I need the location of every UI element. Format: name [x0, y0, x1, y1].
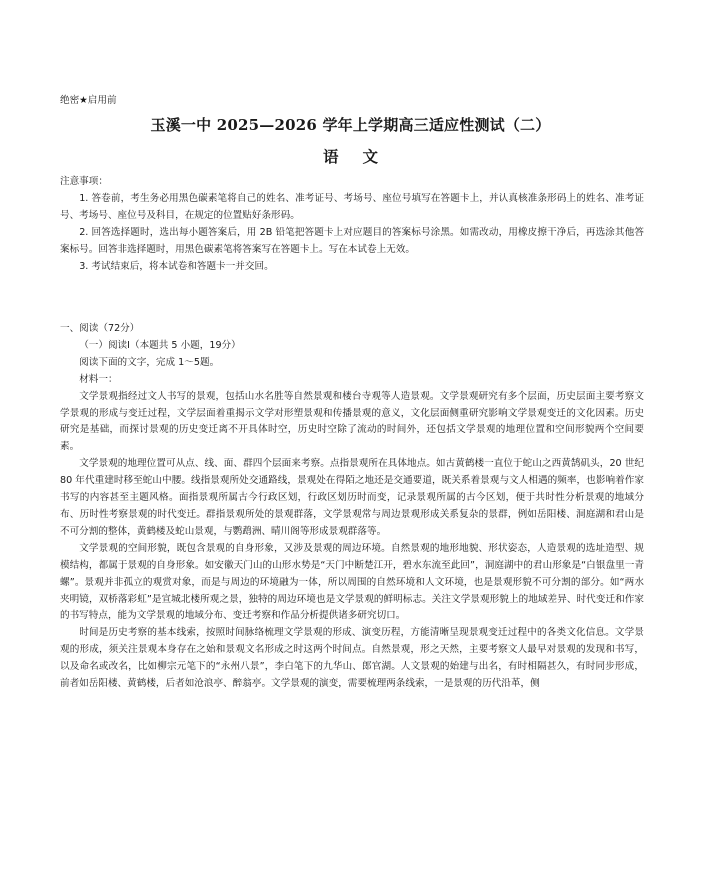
exam-title: 玉溪一中 2025—2026 学年上学期高三适应性测试（二） — [150, 116, 551, 134]
sub-section-heading: （一）阅读Ⅰ（本题共 5 小题，19分） — [79, 339, 241, 351]
notice-item: 3. 考试结束后，将本试卷和答题卡一并交回。 — [79, 260, 274, 272]
notice-heading: 注意事项： — [60, 176, 108, 187]
article-paragraph: 时间是历史考察的基本线索，按照时间脉络梳理文学景观的形成、演变历程，方能清晰呈现景观变迁过程中的各类文化信息。文学景观的形成，须关注景观本身存在之始和景观文名形成之时这两个时间点。自然景观，形之天然，主要考察文人最早对景观的发现和书写，以及命名或改名，比如柳宗元笔下的“永州八景”，李白笔下的九华山、郎官湖。人文景观的始建与出名，有时相隔甚久，有时同步形成，前者如岳阳楼、黄鹤楼，后者如沧浪亭、醉翁亭。文学景观的演变，需要梳理两条线索，一是景观的历代沿革，侧 — [60, 627, 644, 690]
confidential-label: 绝密★启用前 — [60, 95, 117, 106]
subject-title: 语文 — [322, 147, 402, 166]
article-paragraph: 文学景观指经过文人书写的景观，包括山水名胜等自然景观和楼台寺观等人造景观。文学景观研究有多个层面，历史层面主要考察文学景观的形成与变迁过程，文学层面着重揭示文学对形塑景观和传播景观的意义，文化层面侧重研究影响文学景观变迁的文化因素。历史研究是基础，而探讨景观的历史变迁离不开具体时空，历史时空除了流动的时间外，还包括文学景观的地理位置和空间形貌两个空间要素。 — [60, 390, 644, 453]
reading-section — [60, 321, 644, 693]
article-paragraph: 文学景观的空间形貌，既包含景观的自身形象，又涉及景观的周边环境。自然景观的地形地貌、形状姿态，人造景观的选址造型、规模结构，都属于景观的自身形象。如安徽天门山的山形水势是“天门中断楚江开，碧水东流至此回”，洞庭湖中的君山形象是“白银盘里一青螺”。景观并非孤立的观赏对象，而是与周边的环境融为一体，所以周围的自然环境和人文环境，也是景观形貌不可分割的部分。如“两水夹明镜，双桥落彩虹”是宣城北楼所观之景，独特的周边环境也是文学景观的鲜明标志。关注文学景观形貌上的地域差异、时代变迁和作家的书写特点，能为文学景观的地域分布、变迁考察和作品分析提供诸多研究切口。 — [60, 542, 644, 622]
notice-item: 2. 回答选择题时，选出每小题答案后，用 2B 铅笔把答题卡上对应题目的答案标号涂黑。如需改动，用橡皮擦干净后，再选涂其他答案标号。回答非选择题时，用黑色碳素笔将答案写在答题卡上。写在本试卷上无效。 — [60, 226, 644, 255]
article-paragraph: 文学景观的地理位置可从点、线、面、群四个层面来考察。点指景观所在具体地点。如古黄鹤楼一直位于蛇山之西黄鹄矶头，20 世纪 80 年代重建时移至蛇山中腰。线指景观所处交通路线，景观处在得陌之地还是交通要道，既关系着景观与文人相遇的频率，也影响着作家书写的内容甚至主题风格。面指景观所属古今行政区划，行政区划历时而变，记录景观所属的古今区划，便于共时性分析景观的地域分布、历时性考察景观的时代变迁。群指景观所处的景观群落，文学景观常与周边景观形成关系复杂的景群，例如岳阳楼、洞庭湖和君山是不可分割的整体，黄鹤楼及蛇山景观，与鹦鹉洲、晴川阁等形成景观群落等。 — [60, 458, 644, 537]
instruction-text: 阅读下面的文字，完成 1～5题。 — [79, 356, 220, 368]
notice-item: 1. 答卷前，考生务必用黑色碳素笔将自己的姓名、准考证号、考场号、座位号填写在答题卡上，并认真核准条形码上的姓名、准考证号、考场号、座位号及科目，在规定的位置贴好条形码。 — [60, 192, 644, 221]
material-label: 材料一： — [79, 373, 118, 385]
section-heading: 一、阅读（72分） — [60, 323, 140, 334]
notice-block — [60, 174, 644, 275]
